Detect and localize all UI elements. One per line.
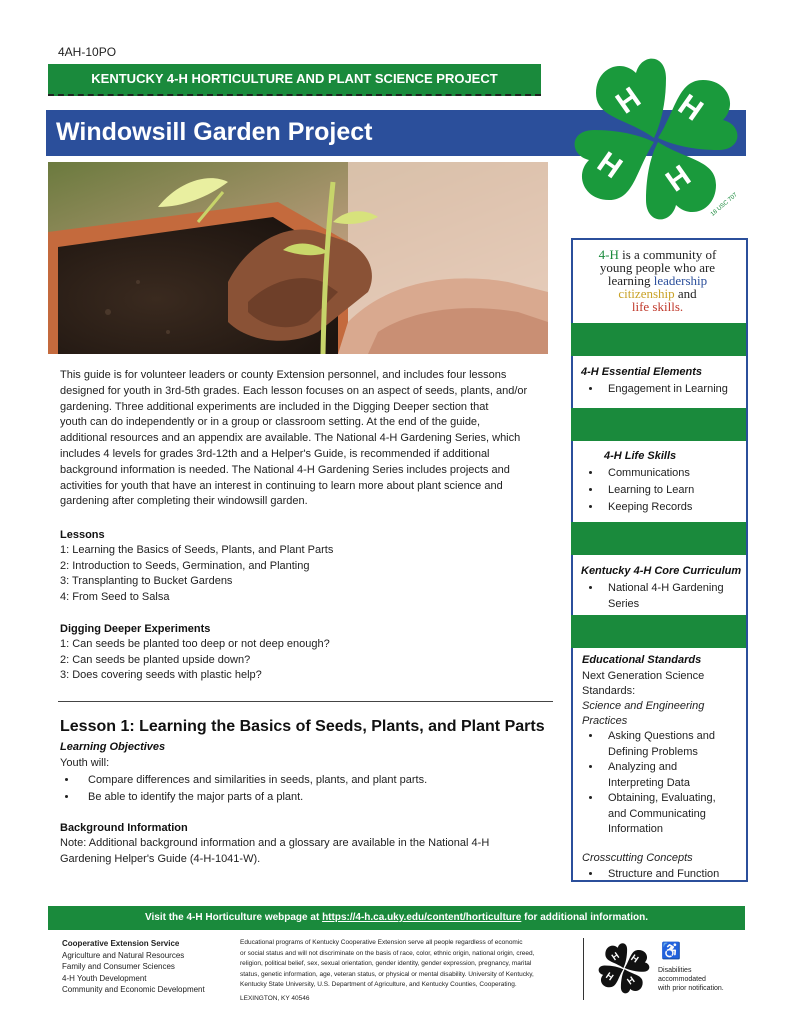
footer-divider [583, 938, 584, 1000]
horticulture-link[interactable]: https://4-h.ca.uky.edu/content/horticulture [322, 912, 522, 923]
list-item: 3: Transplanting to Bucket Gardens [60, 575, 233, 588]
objectives-list [60, 772, 427, 806]
intro-line: activities for youth that have an interest in continuing to learn more about plant science and [60, 479, 503, 492]
list-item [602, 580, 724, 612]
core-curriculum-heading: Kentucky 4-H Core Curriculum [581, 565, 742, 577]
practice-text: Asking Questions and [608, 730, 716, 742]
page-title: Windowsill Garden Project [56, 118, 373, 146]
extension-units [62, 938, 205, 996]
list-item: • Engagement in Learning [602, 381, 728, 397]
intro-line: gardening after completing their windowsill garden. [60, 495, 308, 508]
sidebar-divider-3 [571, 522, 746, 555]
disab-line: with prior notification. [658, 985, 724, 992]
svg-text:H: H [629, 952, 641, 965]
svg-text:H: H [609, 950, 622, 963]
list-item: • Be able to identify the major parts of a plant. [78, 789, 427, 806]
nondiscrimination-statement [240, 938, 534, 1004]
list-item: • Keeping Records [602, 499, 694, 516]
intro-line: additional resources and an appendix are available. The National 4-H Gardening Series, which [60, 432, 521, 445]
list-item: 3: Does covering seeds with plastic help? [60, 669, 262, 682]
intro-line: This guide is for volunteer leaders or county Extension personnel, and includes four lessons [60, 369, 507, 381]
practices-line-2: Practices [582, 715, 628, 727]
footer-unit: Family and Consumer Sciences [62, 962, 175, 971]
statement-line: Kentucky State University, U.S. Department of Agriculture, and Kentucky Counties, Cooperating. [240, 981, 517, 988]
essential-elements-heading: 4-H Essential Elements [581, 366, 703, 378]
tagline [571, 248, 744, 313]
list-item: 4: From Seed to Salsa [60, 590, 170, 603]
lesson1-heading: Lesson 1: Learning the Basics of Seeds, Plants, and Plant Parts [60, 718, 545, 735]
curriculum-line-2: Series [608, 598, 640, 610]
statement-line: religion, political belief, sex, sexual orientation, gender identity, gender expression, pregnancy, marital [240, 960, 532, 967]
svg-text:H: H [603, 970, 616, 983]
list-item [602, 729, 716, 760]
footer-unit: Cooperative Extension Service [62, 939, 180, 948]
list-item: • Communications [602, 465, 694, 482]
background-heading: Background Information [60, 822, 188, 834]
list-item: 1: Can seeds be planted too deep or not deep enough? [60, 638, 330, 650]
tagline-4h: 4-H [598, 247, 619, 262]
footer-unit: 4-H Youth Development [62, 973, 147, 983]
tagline-citizenship: citizenship [618, 286, 675, 301]
disabilities-note [658, 966, 724, 993]
footer-unit: Agriculture and Natural Resources [62, 950, 185, 960]
list-item: 1: Learning the Basics of Seeds, Plants, and Plant Parts [60, 544, 334, 556]
list-item: 2: Can seeds be planted upside down? [60, 653, 251, 666]
crosscutting-list [582, 866, 719, 882]
4h-clover-logo [566, 48, 746, 228]
core-curriculum-list [582, 580, 724, 612]
statement-line: Educational programs of Kentucky Cooperative Extension serve all people regardless of economic [240, 939, 523, 946]
footer-unit: Community and Economic Development [62, 985, 205, 994]
section-divider [58, 701, 553, 702]
statement-line: or social status and will not discriminate on the basis of race, color, ethnic origin, national origin, creed, [240, 949, 535, 957]
list-item [602, 760, 716, 791]
practice-text: Interpreting Data [608, 776, 690, 789]
crosscutting-heading: Crosscutting Concepts [582, 852, 693, 864]
tagline-and: and [674, 286, 697, 301]
objectives-heading: Learning Objectives [60, 741, 166, 753]
practice-text: Information [608, 823, 664, 835]
digging-deeper-heading: Digging Deeper Experiments [60, 623, 211, 635]
visit-text-end: for additional information. [521, 912, 649, 923]
background-line-1: Note: Additional background information and a glossary are available in the National 4-H [60, 837, 490, 849]
lessons-list [60, 543, 333, 605]
disab-line: accommodated [658, 976, 706, 983]
essential-elements-list [582, 381, 728, 397]
intro-line: gardening. Three additional experiments are included in the Digging Deeper section that [60, 400, 489, 413]
standards-heading: Educational Standards [582, 654, 702, 666]
youth-will-text: Youth will: [60, 757, 110, 769]
document-code: 4AH-10PO [58, 45, 117, 59]
statement-line: LEXINGTON, KY 40546 [240, 994, 310, 1002]
sidebar-divider-1 [571, 323, 746, 356]
statement-line: status, genetic information, age, veteran status, or physical or mental disability. University of Kentucky, [240, 970, 534, 978]
intro-paragraph [60, 368, 545, 510]
list-item: • Compare differences and similarities in seeds, plants, and plant parts. [78, 772, 427, 789]
lessons-heading: Lessons [60, 529, 105, 541]
list-item [602, 791, 716, 838]
svg-text:H: H [610, 80, 647, 121]
tagline-leadership: leadership [653, 273, 708, 288]
clover-icon [596, 940, 652, 996]
hero-image [48, 162, 548, 354]
footer-visit-bar [48, 906, 745, 930]
background-line-2: Gardening Helper's Guide (4-H-1041-W). [60, 853, 261, 865]
intro-line: designed for youth in 3rd-5th grades. Each lesson focuses on an aspect of seeds, plants, and/or [60, 384, 528, 397]
sidebar-divider-4 [571, 615, 746, 648]
life-skills-list [582, 465, 694, 516]
practices-list [582, 729, 716, 838]
list-item: • Structure and Function [602, 866, 719, 882]
list-item: 2: Introduction to Seeds, Germination, and Planting [60, 559, 310, 572]
disab-line: Disabilities [658, 967, 692, 974]
intro-line: youth can do independently or in a group or classroom setting. At the end of the guide, [60, 416, 481, 429]
intro-line: background information is needed. The National 4-H Gardening Series includes projects and [60, 463, 510, 476]
standards-line-1: Next Generation Science [582, 670, 705, 682]
svg-text:H: H [591, 145, 628, 186]
tagline-line3: learning [607, 273, 654, 288]
hands-planting-seedling-image [48, 162, 548, 354]
project-banner: KENTUCKY 4-H HORTICULTURE AND PLANT SCIENCE PROJECT [48, 64, 541, 96]
tagline-line2: young people who are [599, 260, 716, 275]
svg-text:18 USC 707: 18 USC 707 [709, 192, 739, 218]
digging-deeper-list [60, 637, 330, 684]
footer-clover-logo [596, 940, 652, 996]
curriculum-line-1: National 4-H Gardening [608, 582, 724, 594]
practices-line-1: Science and Engineering [582, 700, 705, 712]
sidebar-divider-2 [571, 408, 746, 441]
svg-text:H: H [660, 158, 697, 199]
practice-text: Defining Problems [608, 745, 698, 758]
svg-text:H: H [625, 974, 637, 987]
intro-line: includes 4 levels for grades 3rd-12th and a Helper's Guide, is recommended if additional [60, 447, 490, 460]
practice-text: Analyzing and [608, 761, 678, 773]
standards-line-2: Standards: [582, 685, 636, 697]
accessibility-icon: ♿ [661, 943, 681, 960]
practice-text: and Communicating [608, 807, 706, 820]
svg-text:H: H [672, 88, 709, 128]
list-item: • Learning to Learn [602, 482, 694, 499]
practice-text: Obtaining, Evaluating, [608, 792, 716, 804]
visit-text: Visit the 4-H Horticulture webpage at [144, 912, 323, 923]
tagline-life-skills: life skills. [631, 299, 684, 314]
clover-icon [566, 48, 746, 228]
life-skills-heading: 4-H Life Skills [604, 450, 677, 462]
tagline-line1: is a community of [618, 247, 717, 262]
